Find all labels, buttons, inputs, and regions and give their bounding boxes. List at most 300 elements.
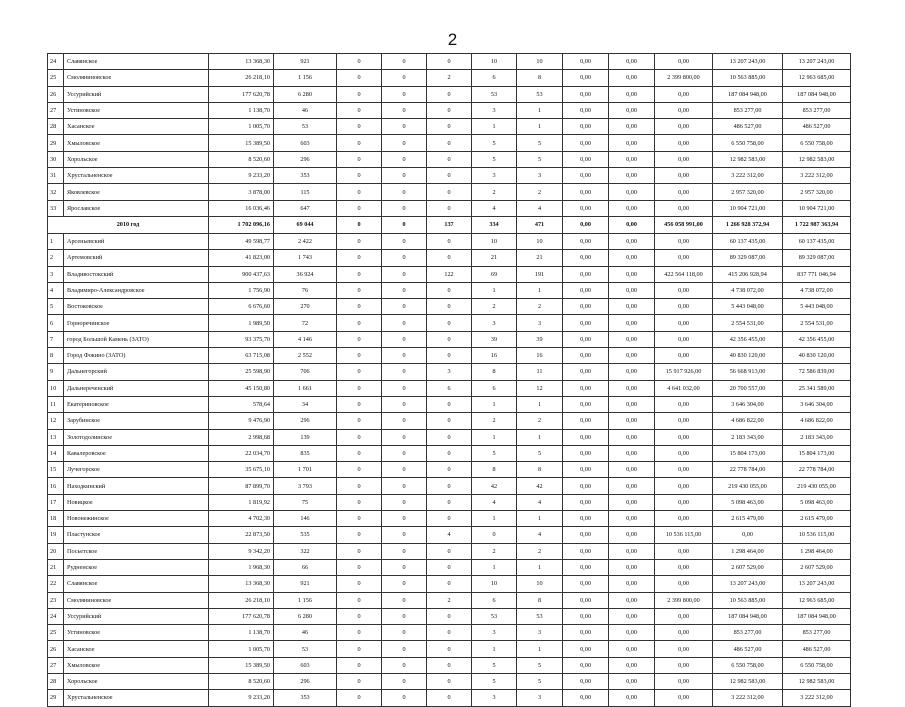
cell-10: 0,00 xyxy=(655,511,713,527)
cell-9: 0,00 xyxy=(609,690,655,706)
cell-11: 3 646 304,00 xyxy=(713,396,783,412)
cell-6: 39 xyxy=(472,331,517,347)
area-cell: 35 675,10 xyxy=(209,462,274,478)
cell-3: 0 xyxy=(337,233,382,249)
cell-3: 0 xyxy=(337,168,382,184)
area-cell: 93 375,70 xyxy=(209,331,274,347)
year-cell-8: 0,00 xyxy=(563,216,609,233)
cell-11: 13 207 243,00 xyxy=(713,54,783,70)
cell-4: 0 xyxy=(382,543,427,559)
cell-9: 0,00 xyxy=(609,478,655,494)
cell-6: 2 xyxy=(472,184,517,200)
cell-8: 0,00 xyxy=(563,54,609,70)
cell-4: 0 xyxy=(382,119,427,135)
cell-6: 0 xyxy=(472,527,517,543)
cell-6: 5 xyxy=(472,151,517,167)
area-cell: 9 476,90 xyxy=(209,413,274,429)
cell-12: 2 957 320,00 xyxy=(783,184,851,200)
cell-5: 0 xyxy=(427,184,472,200)
municipality-name: Смоляниновское xyxy=(64,592,209,608)
cell-9: 0,00 xyxy=(609,135,655,151)
row-number: 33 xyxy=(48,200,64,216)
cell-8: 0,00 xyxy=(563,673,609,689)
cell-11: 1 298 464,00 xyxy=(713,543,783,559)
cell-3: 0 xyxy=(337,86,382,102)
table-row xyxy=(48,559,851,575)
area-cell: 26 218,10 xyxy=(209,70,274,86)
year-cell-4: 0 xyxy=(382,216,427,233)
cell-3: 0 xyxy=(337,282,382,298)
municipality-name: Хасанское xyxy=(64,119,209,135)
cell-11: 415 206 928,94 xyxy=(713,266,783,282)
cell-9: 0,00 xyxy=(609,233,655,249)
residents-cell: 603 xyxy=(274,135,337,151)
municipality-name: Яковлевское xyxy=(64,184,209,200)
cell-10: 0,00 xyxy=(655,641,713,657)
cell-5: 0 xyxy=(427,543,472,559)
table-row xyxy=(48,511,851,527)
cell-3: 0 xyxy=(337,364,382,380)
cell-3: 0 xyxy=(337,527,382,543)
cell-3: 0 xyxy=(337,478,382,494)
municipality-name: Екатериновское xyxy=(64,396,209,412)
municipality-name: Хмыловское xyxy=(64,135,209,151)
area-cell: 1 005,70 xyxy=(209,641,274,657)
municipality-name: Находкинский xyxy=(64,478,209,494)
cell-10: 0,00 xyxy=(655,348,713,364)
cell-8: 0,00 xyxy=(563,657,609,673)
cell-12: 12 963 685,00 xyxy=(783,592,851,608)
cell-6: 1 xyxy=(472,429,517,445)
cell-7: 4 xyxy=(517,494,563,510)
cell-10: 0,00 xyxy=(655,429,713,445)
cell-7: 5 xyxy=(517,135,563,151)
cell-7: 3 xyxy=(517,690,563,706)
cell-12: 2 183 343,00 xyxy=(783,429,851,445)
area-cell: 4 702,30 xyxy=(209,511,274,527)
table-row xyxy=(48,168,851,184)
cell-11: 2 957 320,00 xyxy=(713,184,783,200)
residents-cell: 46 xyxy=(274,102,337,118)
cell-11: 20 700 557,00 xyxy=(713,380,783,396)
cell-8: 0,00 xyxy=(563,413,609,429)
cell-7: 1 xyxy=(517,396,563,412)
cell-11: 3 222 312,00 xyxy=(713,168,783,184)
cell-12: 6 550 758,00 xyxy=(783,657,851,673)
row-number: 12 xyxy=(48,413,64,429)
cell-4: 0 xyxy=(382,576,427,592)
table-row xyxy=(48,86,851,102)
row-number: 30 xyxy=(48,151,64,167)
cell-9: 0,00 xyxy=(609,200,655,216)
cell-5: 0 xyxy=(427,315,472,331)
residents-cell: 3 793 xyxy=(274,478,337,494)
row-number: 1 xyxy=(48,233,64,249)
cell-3: 0 xyxy=(337,543,382,559)
row-number: 32 xyxy=(48,184,64,200)
area-cell: 578,64 xyxy=(209,396,274,412)
year-cell-12: 1 722 987 363,94 xyxy=(783,216,851,233)
cell-9: 0,00 xyxy=(609,250,655,266)
cell-5: 0 xyxy=(427,462,472,478)
cell-12: 486 527,00 xyxy=(783,641,851,657)
cell-5: 6 xyxy=(427,380,472,396)
cell-8: 0,00 xyxy=(563,119,609,135)
table-row xyxy=(48,250,851,266)
cell-11: 22 778 784,00 xyxy=(713,462,783,478)
cell-5: 0 xyxy=(427,625,472,641)
cell-4: 0 xyxy=(382,625,427,641)
table-row xyxy=(48,690,851,706)
cell-3: 0 xyxy=(337,494,382,510)
cell-5: 0 xyxy=(427,86,472,102)
area-cell: 3 878,00 xyxy=(209,184,274,200)
residents-cell: 1 156 xyxy=(274,70,337,86)
cell-10: 2 399 800,00 xyxy=(655,592,713,608)
cell-9: 0,00 xyxy=(609,331,655,347)
cell-6: 4 xyxy=(472,200,517,216)
cell-10: 0,00 xyxy=(655,331,713,347)
municipality-name: Владивостокский xyxy=(64,266,209,282)
cell-11: 56 668 913,00 xyxy=(713,364,783,380)
cell-8: 0,00 xyxy=(563,543,609,559)
cell-7: 11 xyxy=(517,364,563,380)
cell-7: 10 xyxy=(517,576,563,592)
cell-8: 0,00 xyxy=(563,168,609,184)
cell-3: 0 xyxy=(337,70,382,86)
cell-9: 0,00 xyxy=(609,396,655,412)
year-residents: 69 044 xyxy=(274,216,337,233)
cell-7: 1 xyxy=(517,119,563,135)
cell-8: 0,00 xyxy=(563,348,609,364)
residents-cell: 6 280 xyxy=(274,608,337,624)
cell-10: 0,00 xyxy=(655,494,713,510)
cell-7: 3 xyxy=(517,625,563,641)
cell-3: 0 xyxy=(337,184,382,200)
cell-4: 0 xyxy=(382,282,427,298)
residents-cell: 53 xyxy=(274,119,337,135)
municipality-name: Артемовский xyxy=(64,250,209,266)
cell-8: 0,00 xyxy=(563,641,609,657)
cell-6: 6 xyxy=(472,592,517,608)
area-cell: 45 150,80 xyxy=(209,380,274,396)
area-cell: 177 620,78 xyxy=(209,608,274,624)
table-row xyxy=(48,657,851,673)
table-row xyxy=(48,119,851,135)
municipality-name: Востоковское xyxy=(64,299,209,315)
cell-10: 0,00 xyxy=(655,445,713,461)
cell-8: 0,00 xyxy=(563,184,609,200)
row-number: 5 xyxy=(48,299,64,315)
cell-6: 16 xyxy=(472,348,517,364)
area-cell: 1 819,92 xyxy=(209,494,274,510)
residents-cell: 322 xyxy=(274,543,337,559)
row-number: 27 xyxy=(48,657,64,673)
table-row xyxy=(48,527,851,543)
municipality-name: город Большой Камень (ЗАТО) xyxy=(64,331,209,347)
cell-3: 0 xyxy=(337,299,382,315)
area-cell: 13 368,30 xyxy=(209,576,274,592)
cell-9: 0,00 xyxy=(609,494,655,510)
cell-10: 0,00 xyxy=(655,657,713,673)
cell-3: 0 xyxy=(337,445,382,461)
cell-3: 0 xyxy=(337,315,382,331)
cell-6: 3 xyxy=(472,168,517,184)
cell-7: 1 xyxy=(517,511,563,527)
cell-9: 0,00 xyxy=(609,559,655,575)
area-cell: 16 036,46 xyxy=(209,200,274,216)
cell-7: 10 xyxy=(517,54,563,70)
cell-12: 2 615 479,00 xyxy=(783,511,851,527)
cell-8: 0,00 xyxy=(563,250,609,266)
municipality-name: Хасанское xyxy=(64,641,209,657)
cell-6: 5 xyxy=(472,657,517,673)
residents-cell: 2 552 xyxy=(274,348,337,364)
row-number: 7 xyxy=(48,331,64,347)
cell-7: 8 xyxy=(517,592,563,608)
row-number: 18 xyxy=(48,511,64,527)
cell-8: 0,00 xyxy=(563,511,609,527)
cell-5: 2 xyxy=(427,70,472,86)
cell-7: 1 xyxy=(517,559,563,575)
cell-6: 10 xyxy=(472,576,517,592)
year-total-row xyxy=(48,216,851,233)
year-cell-10: 456 058 991,00 xyxy=(655,216,713,233)
row-number: 20 xyxy=(48,543,64,559)
cell-6: 3 xyxy=(472,102,517,118)
row-number: 28 xyxy=(48,673,64,689)
municipality-name: Владимиро-Александровское xyxy=(64,282,209,298)
cell-4: 0 xyxy=(382,70,427,86)
row-number: 2 xyxy=(48,250,64,266)
cell-9: 0,00 xyxy=(609,102,655,118)
residents-cell: 36 924 xyxy=(274,266,337,282)
cell-12: 853 277,00 xyxy=(783,625,851,641)
cell-5: 2 xyxy=(427,592,472,608)
row-number: 25 xyxy=(48,70,64,86)
cell-11: 187 084 948,00 xyxy=(713,86,783,102)
row-number: 16 xyxy=(48,478,64,494)
area-cell: 9 342,20 xyxy=(209,543,274,559)
cell-4: 0 xyxy=(382,200,427,216)
row-number: 28 xyxy=(48,119,64,135)
municipality-name: Уссурийский xyxy=(64,608,209,624)
cell-5: 0 xyxy=(427,429,472,445)
cell-8: 0,00 xyxy=(563,625,609,641)
cell-3: 0 xyxy=(337,331,382,347)
residents-cell: 75 xyxy=(274,494,337,510)
cell-8: 0,00 xyxy=(563,331,609,347)
cell-4: 0 xyxy=(382,608,427,624)
area-cell: 1 989,50 xyxy=(209,315,274,331)
cell-9: 0,00 xyxy=(609,527,655,543)
area-cell: 8 520,60 xyxy=(209,151,274,167)
row-number: 9 xyxy=(48,364,64,380)
cell-5: 0 xyxy=(427,135,472,151)
cell-6: 42 xyxy=(472,478,517,494)
row-number: 26 xyxy=(48,86,64,102)
cell-11: 486 527,00 xyxy=(713,641,783,657)
cell-3: 0 xyxy=(337,576,382,592)
cell-12: 2 607 529,00 xyxy=(783,559,851,575)
table-row xyxy=(48,200,851,216)
area-cell: 177 620,78 xyxy=(209,86,274,102)
cell-7: 39 xyxy=(517,331,563,347)
cell-9: 0,00 xyxy=(609,86,655,102)
cell-8: 0,00 xyxy=(563,690,609,706)
cell-5: 0 xyxy=(427,413,472,429)
table-row xyxy=(48,673,851,689)
row-number: 26 xyxy=(48,641,64,657)
cell-4: 0 xyxy=(382,478,427,494)
cell-3: 0 xyxy=(337,380,382,396)
cell-4: 0 xyxy=(382,151,427,167)
cell-6: 8 xyxy=(472,364,517,380)
residents-cell: 66 xyxy=(274,559,337,575)
table-row xyxy=(48,625,851,641)
cell-3: 0 xyxy=(337,641,382,657)
cell-5: 0 xyxy=(427,673,472,689)
cell-4: 0 xyxy=(382,462,427,478)
cell-12: 10 904 721,00 xyxy=(783,200,851,216)
table-row xyxy=(48,315,851,331)
table-row xyxy=(48,413,851,429)
table-row xyxy=(48,233,851,249)
cell-4: 0 xyxy=(382,168,427,184)
cell-11: 187 084 948,00 xyxy=(713,608,783,624)
cell-4: 0 xyxy=(382,233,427,249)
residents-cell: 921 xyxy=(274,54,337,70)
cell-11: 2 183 343,00 xyxy=(713,429,783,445)
cell-4: 0 xyxy=(382,102,427,118)
cell-7: 5 xyxy=(517,445,563,461)
cell-11: 4 738 072,00 xyxy=(713,282,783,298)
row-number: 6 xyxy=(48,315,64,331)
residents-cell: 603 xyxy=(274,657,337,673)
cell-3: 0 xyxy=(337,429,382,445)
cell-5: 0 xyxy=(427,233,472,249)
municipality-name: Горноречинское xyxy=(64,315,209,331)
year-cell-5: 137 xyxy=(427,216,472,233)
year-cell-3: 0 xyxy=(337,216,382,233)
cell-12: 40 830 120,00 xyxy=(783,348,851,364)
cell-7: 2 xyxy=(517,413,563,429)
cell-12: 6 550 758,00 xyxy=(783,135,851,151)
area-cell: 8 520,60 xyxy=(209,673,274,689)
cell-10: 15 917 926,00 xyxy=(655,364,713,380)
cell-4: 0 xyxy=(382,54,427,70)
cell-5: 0 xyxy=(427,168,472,184)
row-number: 22 xyxy=(48,576,64,592)
cell-4: 0 xyxy=(382,266,427,282)
cell-3: 0 xyxy=(337,54,382,70)
cell-3: 0 xyxy=(337,673,382,689)
row-number: 19 xyxy=(48,527,64,543)
cell-5: 0 xyxy=(427,282,472,298)
cell-3: 0 xyxy=(337,608,382,624)
cell-7: 53 xyxy=(517,86,563,102)
cell-8: 0,00 xyxy=(563,364,609,380)
page-number: 2 xyxy=(447,30,458,49)
year-cell-6: 334 xyxy=(472,216,517,233)
cell-10: 0,00 xyxy=(655,299,713,315)
cell-9: 0,00 xyxy=(609,299,655,315)
cell-5: 0 xyxy=(427,641,472,657)
cell-12: 22 778 784,00 xyxy=(783,462,851,478)
table-row xyxy=(48,576,851,592)
cell-5: 0 xyxy=(427,54,472,70)
cell-10: 4 641 032,00 xyxy=(655,380,713,396)
area-cell: 87 899,70 xyxy=(209,478,274,494)
cell-8: 0,00 xyxy=(563,200,609,216)
cell-8: 0,00 xyxy=(563,282,609,298)
residents-cell: 296 xyxy=(274,413,337,429)
cell-5: 0 xyxy=(427,396,472,412)
cell-12: 13 207 243,00 xyxy=(783,54,851,70)
table-row xyxy=(48,348,851,364)
cell-12: 219 430 055,00 xyxy=(783,478,851,494)
cell-3: 0 xyxy=(337,592,382,608)
municipality-name: Посьетское xyxy=(64,543,209,559)
cell-11: 0,00 xyxy=(713,527,783,543)
municipality-name: Лучегорское xyxy=(64,462,209,478)
residents-cell: 535 xyxy=(274,527,337,543)
cell-7: 4 xyxy=(517,527,563,543)
residents-cell: 1 701 xyxy=(274,462,337,478)
cell-3: 0 xyxy=(337,625,382,641)
cell-10: 0,00 xyxy=(655,135,713,151)
area-cell: 63 715,08 xyxy=(209,348,274,364)
cell-11: 219 430 055,00 xyxy=(713,478,783,494)
cell-7: 2 xyxy=(517,299,563,315)
cell-10: 0,00 xyxy=(655,86,713,102)
cell-4: 0 xyxy=(382,641,427,657)
municipality-name: Город Фокино (ЗАТО) xyxy=(64,348,209,364)
area-cell: 2 998,68 xyxy=(209,429,274,445)
municipality-name: Хрустальненское xyxy=(64,690,209,706)
cell-5: 3 xyxy=(427,364,472,380)
table-row xyxy=(48,331,851,347)
cell-9: 0,00 xyxy=(609,54,655,70)
table-row xyxy=(48,151,851,167)
cell-3: 0 xyxy=(337,559,382,575)
cell-5: 0 xyxy=(427,200,472,216)
cell-3: 0 xyxy=(337,690,382,706)
cell-4: 0 xyxy=(382,250,427,266)
residents-cell: 53 xyxy=(274,641,337,657)
cell-6: 6 xyxy=(472,380,517,396)
cell-10: 0,00 xyxy=(655,462,713,478)
cell-4: 0 xyxy=(382,657,427,673)
cell-12: 3 646 304,00 xyxy=(783,396,851,412)
cell-11: 3 222 312,00 xyxy=(713,690,783,706)
cell-12: 837 771 046,94 xyxy=(783,266,851,282)
cell-10: 0,00 xyxy=(655,608,713,624)
table-row xyxy=(48,608,851,624)
cell-11: 12 982 583,00 xyxy=(713,673,783,689)
cell-5: 0 xyxy=(427,690,472,706)
year-label: 2010 год xyxy=(48,216,209,233)
cell-12: 1 298 464,00 xyxy=(783,543,851,559)
row-number: 25 xyxy=(48,625,64,641)
cell-8: 0,00 xyxy=(563,462,609,478)
cell-9: 0,00 xyxy=(609,266,655,282)
row-number: 13 xyxy=(48,429,64,445)
cell-11: 853 277,00 xyxy=(713,625,783,641)
municipality-name: Зарубинское xyxy=(64,413,209,429)
cell-6: 10 xyxy=(472,233,517,249)
cell-8: 0,00 xyxy=(563,266,609,282)
